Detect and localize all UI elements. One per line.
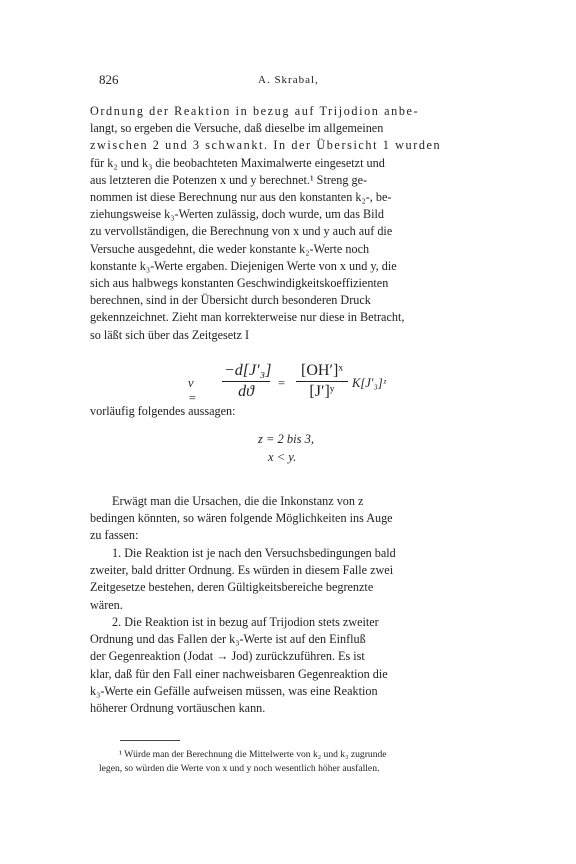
text-line: nommen ist diese Berechnung nur aus den konstanten k₂-, be- [90,190,392,205]
text-line: für k₂ und k₃ die beobachteten Maximalwerte eingesetzt und [90,155,385,170]
text-line: zu fassen: [90,528,139,543]
text-line: der Gegenreaktion (Jodat → Jod) zurückzuführen. Es ist [90,649,365,664]
footnote-line: ¹ Würde man der Berechnung die Mittelwerte von k₂ und k₃ zugrunde [119,749,387,760]
footnote [99,748,483,776]
running-header-author: A. Skrabal, [258,74,319,86]
text-line: Ordnung und das Fallen der k₃-Werte ist auf den Einfluß [90,632,366,647]
text-line: Erwägt man die Ursachen, die die Inkonstanz von z [112,494,364,508]
text-line: Zeitgesetze bestehen, deren Gültigkeitsbereiche begrenzte [90,580,374,595]
text-line: sich aus halbwegs konstanten Geschwindigkeitskoeffizienten [90,276,389,291]
condition-xy: x < y. [268,450,297,464]
formula-fraction-2 [296,362,348,401]
text-line: ziehungsweise k₃-Werten zulässig, doch wurde, um das Bild [90,207,385,222]
text-line: so läßt sich über das Zeitgesetz I [90,327,250,342]
text-line: berechnen, sind in der Übersicht durch besonderen Druck [90,293,371,308]
text-line: aus letzteren die Potenzen x und y berechnet.¹ Streng ge- [90,172,368,187]
formula-tail: K[J′₃]ᶻ [352,376,386,390]
text-line: klar, daß für den Fall einer nachweisbaren Gegenreaktion die [90,666,388,681]
formula-fraction-1 [222,362,270,401]
text-line: Versuche ausgedehnt, die weder konstante k₂-Werte noch [90,241,370,256]
text-line: bedingen könnten, so wären folgende Möglichkeiten ins Auge [90,511,393,526]
formula-equals: = [278,376,286,390]
text-line: zweiter, bald dritter Ordnung. Es würden in diesem Falle zwei [90,563,394,578]
text-line: wären. [90,597,123,612]
after-formula-text [90,403,484,420]
formula-lhs: v = [188,376,197,405]
formula-fraction-1-numerator: −d[J′₃] [222,362,270,382]
text-line: vorläufig folgendes aussagen: [90,404,236,418]
formula-fraction-2-denominator: [J′]ʸ [309,383,335,400]
text-line: konstante k₃-Werte ergaben. Diejenigen Werte von x und y, die [90,258,397,273]
text-line: Ordnung der Reaktion in bezug auf Trijodion anbe- [90,104,420,118]
text-line: höherer Ordnung vortäuschen kann. [90,701,266,716]
footnote-line: legen, so würden die Werte von x und y noch wesentlich höher ausfallen. [99,763,380,774]
text-line: gekennzeichnet. Zieht man korrekterweise nur diese in Betracht, [90,310,405,325]
list-item-1 [90,545,484,614]
text-line: zwischen 2 und 3 schwankt. In der Übersicht 1 wurden [90,138,442,153]
text-line: 2. Die Reaktion ist in bezug auf Trijodion stets zweiter [112,615,379,629]
condition-z: z = 2 bis 3, [258,432,315,446]
text-line: langt, so ergeben die Versuche, daß dieselbe im allgemeinen [90,121,384,136]
formula-fraction-1-denominator: dϑ [238,383,254,400]
text-line: zu vervollständigen, die Berechnung von x und y auch auf die [90,224,393,239]
text-line: 1. Die Reaktion ist je nach den Versuchsbedingungen bald [112,546,396,560]
text-line: k₃-Werte ein Gefälle aufweisen müssen, was eine Reaktion [90,683,378,698]
footnote-divider [120,740,180,741]
list-item-2 [90,614,484,717]
formula-fraction-2-numerator: [OH′]ˣ [296,362,348,382]
paragraph-1 [90,103,484,344]
page-number: 826 [99,72,119,87]
paragraph-2 [90,493,484,545]
